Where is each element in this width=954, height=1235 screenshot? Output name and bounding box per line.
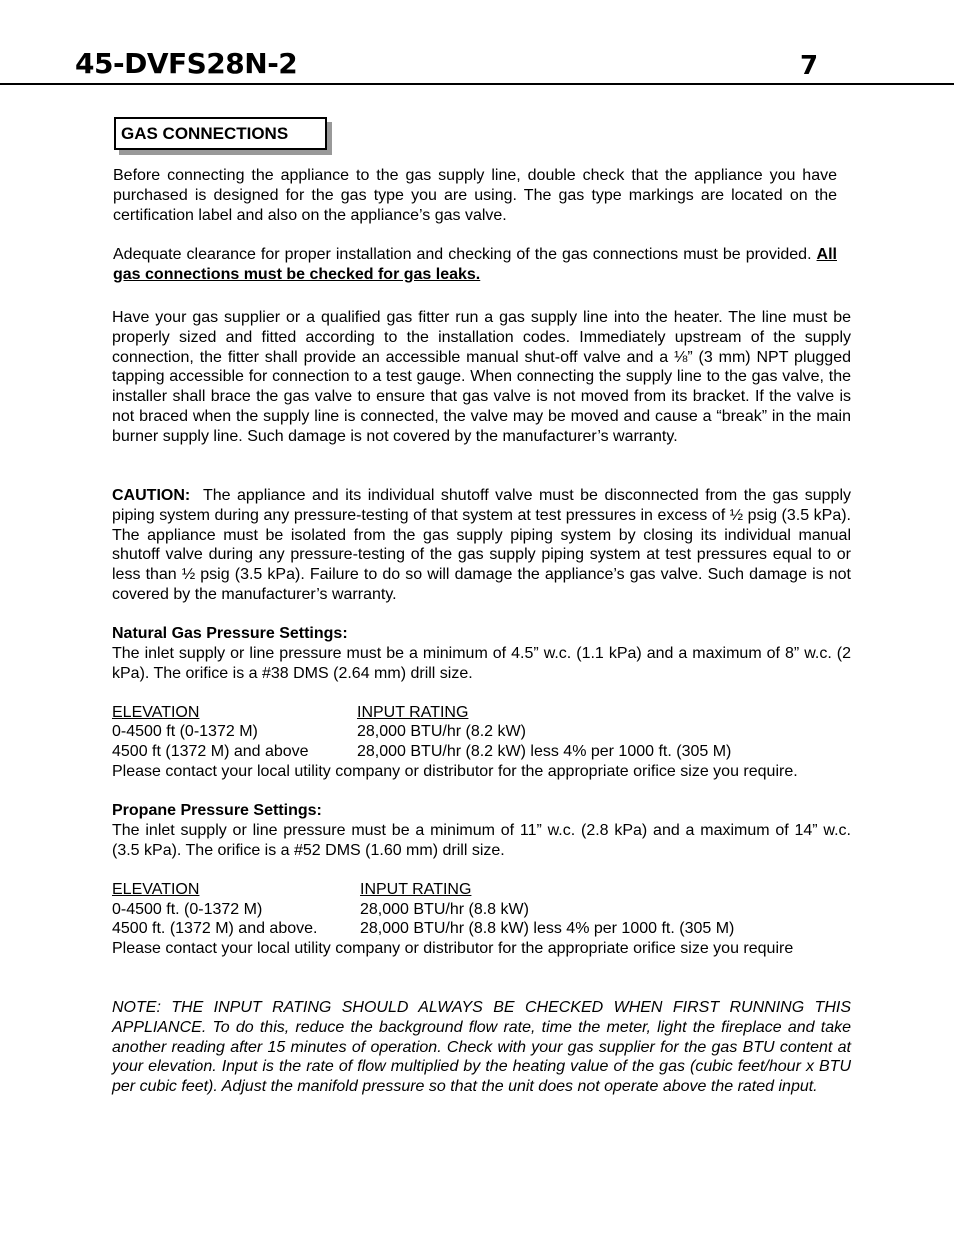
propane-heading: Propane Pressure Settings:: [112, 802, 322, 819]
table-cell-rating: 28,000 BTU/hr (8.2 kW): [357, 723, 526, 740]
table-cell-rating: 28,000 BTU/hr (8.8 kW) less 4% per 1000 ft. (305 M): [360, 920, 735, 937]
table-header-elevation: ELEVATION: [112, 881, 200, 898]
natural-gas-heading: Natural Gas Pressure Settings:: [112, 625, 348, 642]
section-heading-label: GAS CONNECTIONS: [121, 124, 289, 143]
table-row: [112, 742, 732, 762]
input-rating-note: [112, 998, 851, 1097]
page-number: 7: [800, 51, 819, 81]
table-row: [112, 919, 735, 939]
propane-text: The inlet supply or line pressure must be a minimum of 11” w.c. (2.8 kPa) and a maximum of 14” w.c. (3.5 kPa). The orifice is a #52 DMS (1.60 mm) drill size.: [112, 821, 851, 859]
table-header-elevation: ELEVATION: [112, 704, 200, 721]
caution-text: The appliance and its individual shutoff valve must be disconnected from the gas supply piping system during any pressure-testing of that system at test pressures in excess of ½ psig (3.5 kPa). The appliance must be isolated from the gas supply piping system by closing its individual manual shutoff valve during any pressure-testing of the gas supply piping system at test pressures equal to or less than ½ psig (3.5 kPa). Failure to do so will damage the appliance’s gas valve. Such damage is not covered by the manufacturer’s warranty.: [112, 487, 852, 603]
natural-gas-section: [112, 624, 851, 683]
natural-gas-text: The inlet supply or line pressure must be a minimum of 4.5” w.c. (1.1 kPa) and a maximum of 8” w.c. (2 kPa). The orifice is a #38 DMS (2.64 mm) drill size.: [112, 644, 851, 682]
natural-gas-note: Please contact your local utility company or distributor for the appropriate orifice size you require.: [112, 763, 798, 780]
table-header-input-rating: INPUT RATING: [357, 704, 469, 721]
intro-paragraph-1: [113, 166, 837, 225]
header-divider: [0, 83, 954, 85]
leak-check-warning: All gas connections must be checked for gas leaks.: [113, 246, 837, 283]
document-model-title: 45-DVFS28N-2: [75, 47, 298, 80]
input-rating-note-text: NOTE: THE INPUT RATING SHOULD ALWAYS BE CHECKED WHEN FIRST RUNNING THIS APPLIANCE. To do this, reduce the background flow rate, time the meter, light the fireplace and take another reading after 15 minutes of operation. Check with your gas supplier for the gas BTU content at your elevation. Input is the rate of flow multiplied by the heating value of the gas (cubic feet/hour x BTU per cubic feet). Adjust the manifold pressure so that the unit does not operate above the rated input.: [112, 999, 851, 1096]
intro-text-2: Adequate clearance for proper installation and checking of the gas connections must be provided.: [113, 246, 812, 263]
propane-section: [112, 801, 851, 860]
table-header-row: [112, 880, 472, 900]
intro-paragraph-2: [113, 245, 837, 285]
intro-text-1: Before connecting the appliance to the gas supply line, double check that the appliance you have purchased is designed for the gas type you are using. The gas type markings are located on the certification label and also on the appliance’s gas valve.: [113, 167, 837, 224]
supply-line-text: Have your gas supplier or a qualified gas fitter run a gas supply line into the heater. The line must be properly sized and fitted according to the installation codes. Immediately upstream of the supply connection, the fitter shall provide an accessible manual shut-off valve and a ⅛” (3 mm) NPT plugged tapping accessible for connection to a test gauge. When connecting the supply line to the gas valve, the installer shall brace the gas valve to ensure that gas valve is not moved from its bracket. If the valve is not braced when the supply line is connected, the valve may be moved and cause a “break” in the main burner supply line. Such damage is not covered by the manufacturer’s warranty.: [112, 309, 851, 445]
table-cell-elevation: 4500 ft (1372 M) and above: [112, 743, 309, 760]
table-cell-rating: 28,000 BTU/hr (8.8 kW): [360, 901, 529, 918]
supply-line-paragraph: [112, 308, 851, 447]
table-cell-rating: 28,000 BTU/hr (8.2 kW) less 4% per 1000 ft. (305 M): [357, 743, 732, 760]
table-cell-elevation: 0-4500 ft (0-1372 M): [112, 723, 258, 740]
table-row: [112, 722, 526, 742]
table-cell-elevation: 4500 ft. (1372 M) and above.: [112, 920, 318, 937]
table-header-row: [112, 703, 469, 723]
caution-label: CAUTION:: [112, 487, 191, 504]
table-row: [112, 900, 529, 920]
table-header-input-rating: INPUT RATING: [360, 881, 472, 898]
propane-note: Please contact your local utility company or distributor for the appropriate orifice size you require: [112, 940, 794, 957]
table-cell-elevation: 0-4500 ft. (0-1372 M): [112, 901, 263, 918]
section-heading-gas-connections: [114, 117, 327, 150]
caution-paragraph: [112, 486, 851, 605]
